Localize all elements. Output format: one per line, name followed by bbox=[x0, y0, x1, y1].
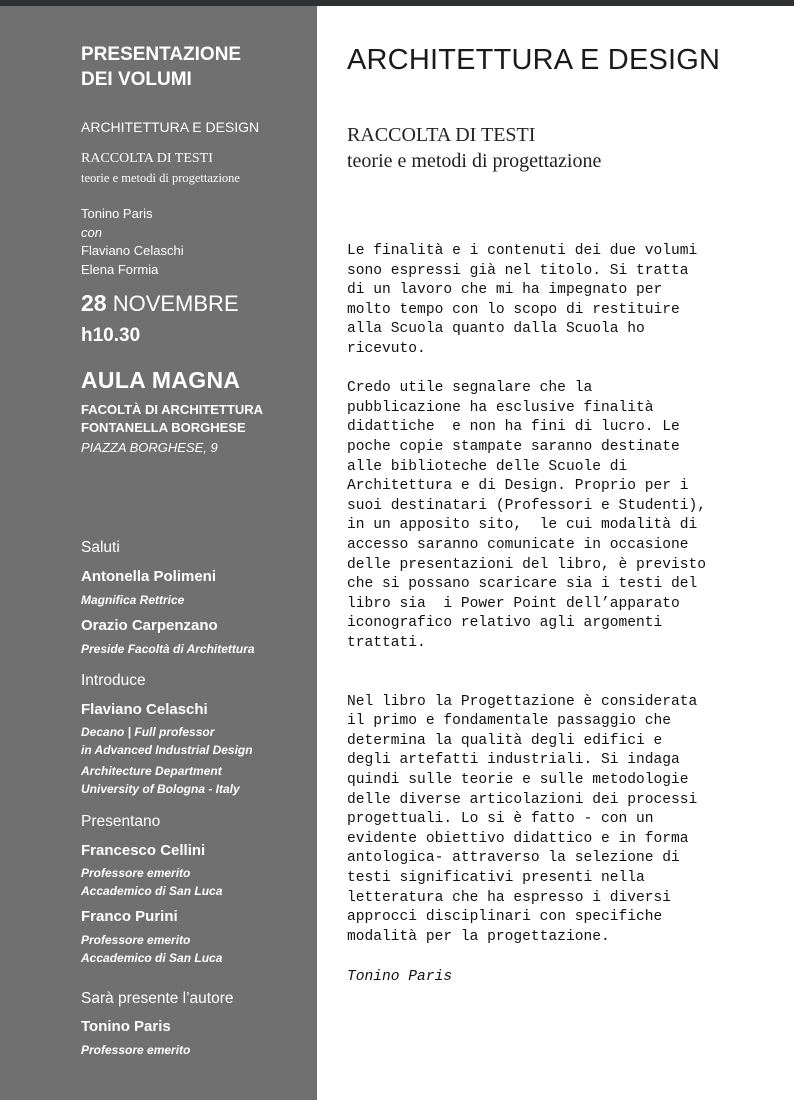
venue-lines bbox=[81, 401, 263, 437]
venue-line-1: FACOLTÀ DI ARCHITETTURA bbox=[81, 402, 263, 417]
event-day: 28 bbox=[81, 290, 107, 316]
page-subtitle bbox=[347, 122, 601, 174]
page-subtitle-1: RACCOLTA DI TESTI bbox=[347, 124, 536, 146]
autore-role: Professore emerito bbox=[81, 1043, 191, 1057]
event-sidebar bbox=[0, 6, 317, 1100]
author-name: Tonino Paris bbox=[81, 206, 153, 221]
venue-line-2: FONTANELLA BORGHESE bbox=[81, 420, 246, 435]
event-date bbox=[81, 290, 239, 317]
saluti-2-name: Orazio Carpenzano bbox=[81, 617, 218, 634]
saluti-1-name: Antonella Polimeni bbox=[81, 568, 217, 585]
con-label: con bbox=[81, 224, 102, 240]
sidebar-book-subtitle-2: teorie e metodi di progettazione bbox=[81, 171, 240, 185]
presentano-1-role bbox=[81, 864, 222, 900]
presentation-heading bbox=[81, 42, 241, 92]
heading-line-2: DEI VOLUMI bbox=[81, 69, 192, 90]
saluti-2-role: Preside Facoltà di Architettura bbox=[81, 642, 255, 656]
body-text: Le finalità e i contenuti dei due volumi sono espressi già nel titolo. Si tratta di un lavoro che mi ha impegnato per molto tempo con lo scopo di restituire alla Scuola quanto dalla Scuola ho ricevuto. Credo utile segnalare che la pubblicazione ha esclusive finalità didattiche e non ha fini di lucro. Le poche copie stampate saranno destinate alle biblioteche delle Scuole di Architettura e di Design. Proprio per i suoi destinatari (Professori e Studenti), in un apposito sito, le cui modalità di accesso saranno comunicate in occasione delle presentazioni del libro, è previsto che si possano scaricare sia i testi del libro sia i Power Point dell’apparato iconografico relativo agli argomenti trattati. Nel libro la Progettazione è considerata il primo e fondamentale passaggio che determina la qualità degli edifici e degli artefatti industriali. Si indaga quindi sulle teorie e sulle metodologie delle diverse articolazioni dei processi progettuali. Lo si è fatto - con un evidente obiettivo didattico e in forma antologica- attraverso la selezione di testi significativi presenti nella letteratura che ha espresso i diversi approcci disciplinari con specifiche modalità per la progettazione. bbox=[347, 243, 707, 945]
introduce-role-1: Decano | Full professor bbox=[81, 725, 215, 739]
venue-name: AULA MAGNA bbox=[81, 367, 241, 393]
sidebar-book-subtitle: RACCOLTA DI TESTI bbox=[81, 151, 213, 166]
autore-name: Tonino Paris bbox=[81, 1018, 171, 1035]
presentano-1-name: Francesco Cellini bbox=[81, 842, 206, 859]
coauthor-1: Flaviano Celaschi bbox=[81, 243, 184, 258]
signature: Tonino Paris bbox=[347, 969, 453, 985]
heading-line-1: PRESENTAZIONE bbox=[81, 44, 242, 65]
introduce-role-2: in Advanced Industrial Design bbox=[81, 743, 253, 757]
presentano-label: Presentano bbox=[81, 813, 161, 830]
authors-block bbox=[81, 205, 184, 279]
coauthor-2: Elena Formia bbox=[81, 261, 159, 277]
saluti-1-role: Magnifica Rettrice bbox=[81, 593, 185, 607]
introduce-role bbox=[81, 723, 253, 798]
venue-address: PIAZZA BORGHESE, 9 bbox=[81, 440, 218, 455]
introduce-name: Flaviano Celaschi bbox=[81, 701, 208, 718]
presentano-2-role-2: Accademico di San Luca bbox=[81, 951, 223, 965]
event-time: h10.30 bbox=[81, 325, 141, 346]
autore-label: Sarà presente l’autore bbox=[81, 990, 234, 1007]
presentano-2-role bbox=[81, 931, 222, 967]
introduce-role-3: Architecture Department bbox=[81, 764, 222, 778]
introduce-role-4: University of Bologna - Italy bbox=[81, 782, 240, 796]
page-title: ARCHITETTURA E DESIGN bbox=[347, 44, 721, 76]
presentano-2-name: Franco Purini bbox=[81, 908, 178, 925]
event-month: NOVEMBRE bbox=[106, 291, 239, 316]
introduce-label: Introduce bbox=[81, 672, 146, 689]
presentano-1-role-1: Professore emerito bbox=[81, 866, 191, 880]
page-subtitle-2: teorie e metodi di progettazione bbox=[347, 150, 602, 172]
presentano-2-role-1: Professore emerito bbox=[81, 933, 191, 947]
presentano-1-role-2: Accademico di San Luca bbox=[81, 884, 223, 898]
sidebar-book-title: ARCHITETTURA E DESIGN bbox=[81, 119, 260, 135]
saluti-label: Saluti bbox=[81, 539, 120, 556]
